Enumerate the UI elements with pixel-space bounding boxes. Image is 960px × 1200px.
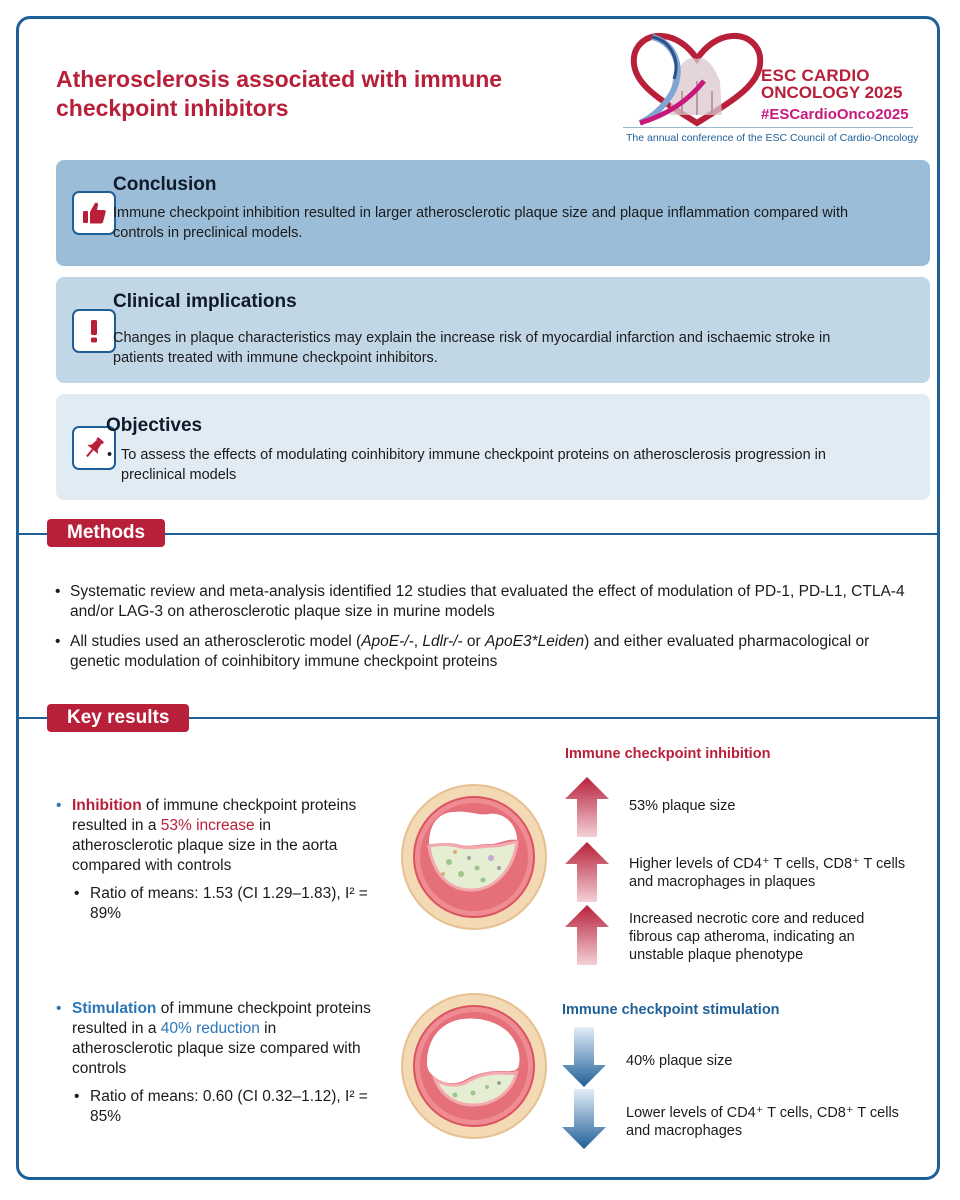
inhibition-finding-3: Increased necrotic core and reduced fibrous cap atheroma, indicating an unstable plaque phenotype (629, 911, 865, 963)
logo-hashtag: #ESCardioOnco2025 (761, 106, 909, 123)
bullet-dot: • (56, 1000, 62, 1017)
page-title: Atherosclerosis associated with immune checkpoint inhibitors (56, 66, 503, 121)
inhibition-result (56, 796, 376, 924)
clinical-implications-card (56, 277, 930, 383)
stimulation-ratio: • Ratio of means: 0.60 (CI 0.32–1.12), I² = 85% (90, 1087, 376, 1127)
methods-item (55, 632, 915, 672)
key-results-label: Key results (47, 704, 189, 732)
arrow-up-icon (565, 842, 609, 902)
inhibition-finding-1: 53% plaque size (629, 798, 736, 814)
stimulation-finding-2: Lower levels of CD4⁺ T cells, CD8⁺ T cells and macrophages (626, 1105, 899, 1139)
inhibition-text (72, 796, 376, 876)
stimulation-post: in atherosclerotic plaque size compared with controls (72, 1020, 361, 1077)
stimulation-highlight: 40% reduction (160, 1020, 260, 1037)
infographic-frame (16, 16, 940, 1180)
objectives-card (56, 394, 930, 500)
arrow-down-icon (562, 1027, 606, 1087)
stimulation-heading: Immune checkpoint stimulation (562, 1002, 780, 1018)
model-apoe3-leiden: ApoE3*Leiden (485, 633, 585, 650)
methods-list (55, 582, 915, 682)
esc-heart-logo-icon (622, 31, 772, 127)
conclusion-heading: Conclusion (113, 174, 217, 195)
inhibition-post: in atherosclerotic plaque size in the aorta compared with controls (72, 817, 338, 874)
logo-text-line2: ONCOLOGY 2025 (761, 83, 903, 102)
methods-sep: , (413, 633, 423, 650)
logo-text-line1: ESC CARDIO (761, 66, 870, 85)
inhibition-highlight: 53% increase (160, 817, 255, 834)
arrow-down-icon (562, 1089, 606, 1149)
stimulation-pre: of immune checkpoint proteins resulted in a (72, 1000, 371, 1037)
artery-large-plaque-illustration (399, 782, 549, 932)
inhibition-pre: of immune checkpoint proteins resulted in a (72, 797, 357, 834)
inhibition-keyword: Inhibition (72, 797, 142, 814)
methods-label: Methods (47, 519, 165, 547)
arrow-up-icon (565, 905, 609, 965)
methods-item: • Systematic review and meta-analysis identified 12 studies that evaluated the effect of modulation of PD-1, PD-L1, CTLA-4 and/or LAG-3 on atherosclerotic plaque size in murine models (55, 582, 915, 622)
logo-subtitle: The annual conference of the ESC Council of Cardio-Oncology (626, 132, 919, 144)
inhibition-finding-2: Higher levels of CD4⁺ T cells, CD8⁺ T cells and macrophages in plaques (629, 856, 906, 890)
objectives-heading: Objectives (106, 415, 203, 436)
stimulation-text (72, 999, 376, 1079)
methods-sep: or (462, 633, 485, 650)
conclusion-card (56, 160, 930, 266)
bullet-dot: • (56, 797, 62, 814)
bullet-dot: • (107, 447, 113, 463)
model-apoe: ApoE-/- (361, 633, 414, 650)
arrow-up-icon (565, 777, 609, 837)
methods-item2-post: ) and either evaluated pharmacological or genetic modulation of coinhibitory immune checkpoint proteins (70, 633, 870, 670)
model-ldlr: Ldlr-/- (422, 633, 463, 650)
exclamation-icon (72, 309, 116, 353)
stimulation-result (56, 999, 376, 1127)
clinical-heading: Clinical implications (113, 291, 297, 312)
stimulation-keyword: Stimulation (72, 1000, 157, 1017)
logo-divider (623, 127, 913, 128)
objectives-bullet-text: To assess the effects of modulating coinhibitory immune checkpoint proteins on atherosclerosis progression in preclinical models (121, 447, 826, 483)
conclusion-text: Immune checkpoint inhibition resulted in larger atherosclerotic plaque size and plaque inflammation compared with controls in preclinical models. (113, 205, 849, 241)
stimulation-finding-1: 40% plaque size (626, 1053, 733, 1069)
artery-small-plaque-illustration (399, 991, 549, 1141)
objectives-bullet (107, 445, 891, 485)
thumbs-up-icon (72, 191, 116, 235)
inhibition-heading: Immune checkpoint inhibition (565, 746, 771, 762)
inhibition-ratio: • Ratio of means: 1.53 (CI 1.29–1.83), I² = 89% (90, 884, 376, 924)
methods-item2-pre: All studies used an atherosclerotic model ( (70, 633, 362, 650)
clinical-text: Changes in plaque characteristics may explain the increase risk of myocardial infarction and ischaemic stroke in patients treated with immune checkpoint inhibitors. (113, 330, 831, 366)
